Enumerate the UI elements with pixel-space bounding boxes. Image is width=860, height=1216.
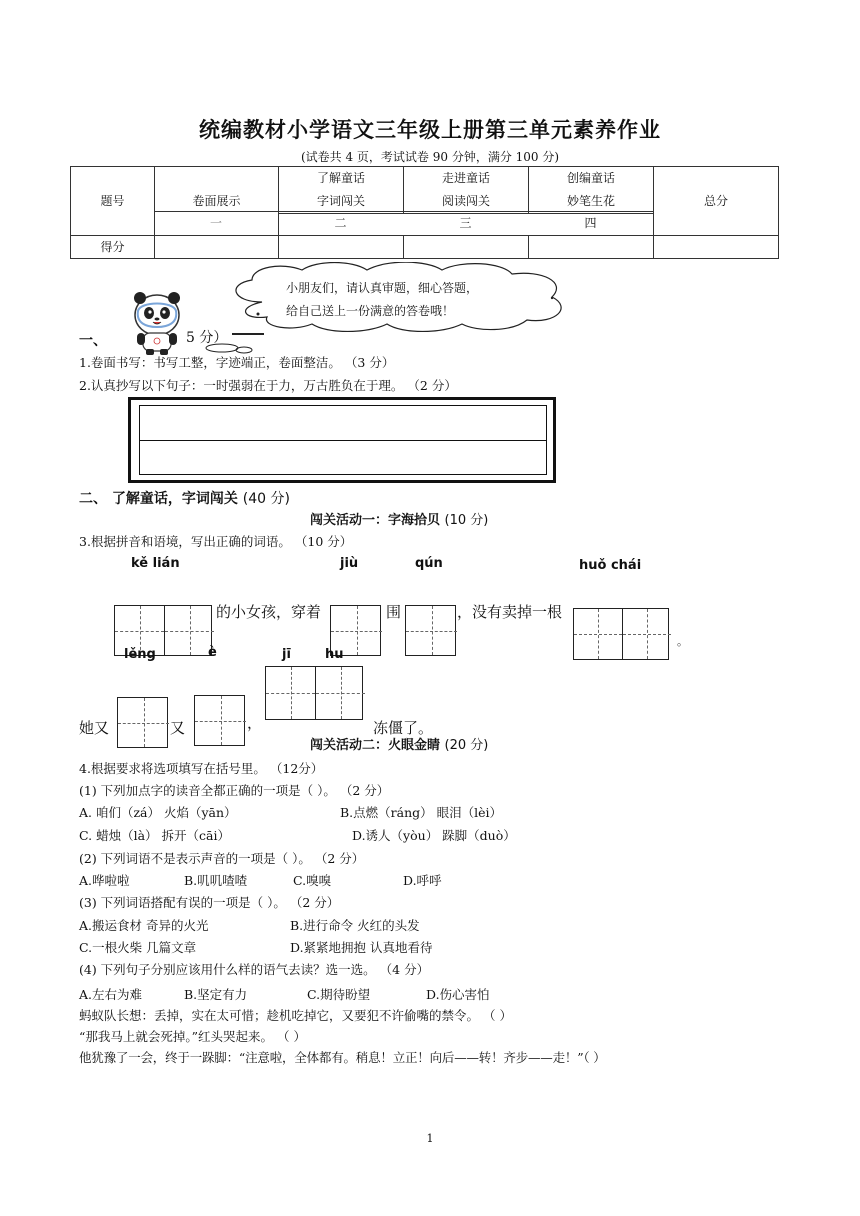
label-score: 得分 — [71, 236, 155, 259]
option-4-3-a[interactable]: A.搬运食材 奇异的火光 — [79, 918, 209, 933]
header-col4-b: 妙笔生花 — [566, 194, 615, 208]
pinyin-3: qún — [415, 556, 443, 571]
header-col2-b: 字词闯关 — [316, 194, 365, 208]
activity-2-heading — [310, 734, 488, 753]
option-4-2-c[interactable]: C.嗅嗅 — [293, 873, 332, 888]
bubble-line-1: 小朋友们，请认真审题，细心答题， — [286, 281, 479, 295]
table-divider — [278, 211, 279, 234]
section2-points: (40 分) — [242, 491, 290, 507]
grid-cell — [406, 606, 457, 655]
header-col2-a: 了解童话 — [316, 171, 365, 185]
writing-midline — [140, 440, 546, 441]
panda-mascot-icon — [128, 289, 186, 355]
squiggle-decoration-icon — [192, 326, 272, 356]
score-cell-4[interactable] — [529, 236, 654, 259]
header-col4-a: 创编童话 — [566, 171, 615, 185]
question-4-4: (4) 下列句子分别应该用什么样的语气去读？选一选。 （4 分） — [79, 962, 430, 977]
activity-1-points: (10 分) — [444, 513, 489, 528]
number-1-label: 一 — [209, 216, 222, 230]
score-cell-2[interactable] — [279, 236, 404, 259]
pinyin-8: hu — [325, 647, 344, 662]
sentence-1: 蚂蚁队长想：丢掉，实在太可惜；趁机吃掉它，又要犯不许偷嘴的禁令。 （ ） — [79, 1008, 512, 1023]
option-4-1-a[interactable]: A. 咱们（zá） 火焰（yān） — [79, 805, 237, 820]
label-question-number: 题号 — [71, 167, 155, 236]
text-6: 又 — [170, 719, 186, 737]
text-3: ，没有卖掉一根 — [457, 603, 563, 621]
pinyin-7: jī — [282, 647, 291, 662]
number-2-label: 二 — [334, 216, 347, 230]
question-4-1: (1) 下列加点字的读音全都正确的一项是（ ）。 （2 分） — [79, 783, 390, 798]
pinyin-6: è — [208, 645, 217, 660]
grid-cell — [266, 667, 315, 719]
activity-2-points: (20 分) — [444, 738, 489, 753]
score-cell-total[interactable] — [654, 236, 779, 259]
header-col3 — [404, 167, 529, 214]
question-3: 3.根据拼音和语境，写出正确的词语。 （10 分） — [79, 534, 353, 549]
page-title: 统编教材小学语文三年级上册第三单元素养作业 — [199, 118, 661, 142]
writing-frame — [139, 405, 547, 475]
text-8: 冻僵了。 — [373, 719, 434, 737]
option-4-3-b[interactable]: B.进行命令 火红的头发 — [290, 918, 420, 933]
answer-grid-6[interactable] — [194, 695, 245, 746]
grid-cell — [164, 606, 214, 655]
number-4-label: 四 — [584, 216, 597, 230]
section2-heading-text: 二、 了解童话，字词闯关 — [79, 491, 238, 507]
option-4-4-a[interactable]: A.左右为难 — [79, 987, 143, 1002]
option-4-1-d[interactable]: D.诱人（yòu） 跺脚（duò） — [352, 828, 516, 843]
question-2: 2.认真抄写以下句子：一时强弱在于力，万古胜负在于理。 （2 分） — [79, 378, 457, 393]
header-col3-a: 走进童话 — [441, 171, 490, 185]
activity-1-title: 闯关活动一：字海拾贝 — [310, 513, 441, 528]
header-total: 总分 — [654, 167, 779, 236]
header-col2 — [279, 167, 404, 214]
bubble-line-2: 给自己送上一份满意的答卷哦！ — [286, 304, 455, 318]
header-col3-b: 阅读闯关 — [441, 194, 490, 208]
text-4: 。 — [677, 635, 688, 648]
question-1: 1.卷面书写：书写工整，字迹端正，卷面整洁。 （3 分） — [79, 355, 395, 370]
number-3-label: 三 — [459, 216, 472, 230]
grid-cell — [315, 667, 365, 719]
grid-cell — [118, 698, 169, 747]
option-4-4-c[interactable]: C.期待盼望 — [307, 987, 371, 1002]
activity-1-heading — [310, 509, 488, 528]
pinyin-4: huǒ chái — [579, 558, 642, 573]
option-4-1-c[interactable]: C. 蜡烛（là） 拆开（cāi） — [79, 828, 230, 843]
grid-cell — [195, 696, 246, 745]
text-2: 围 — [386, 603, 402, 621]
question-4-2: (2) 下列词语不是表示声音的一项是（ ）。 （2 分） — [79, 851, 365, 866]
activity-2-title: 闯关活动二：火眼金睛 — [310, 738, 441, 753]
text-1: 的小女孩，穿着 — [216, 603, 322, 621]
number-row — [154, 212, 654, 234]
page-subtitle: (试卷共 4 页，考试试卷 90 分钟，满分 100 分) — [300, 150, 560, 164]
answer-grid-5[interactable] — [117, 697, 168, 748]
sentence-2: “那我马上就会死掉。”红头哭起来。 （ ） — [79, 1029, 306, 1044]
pinyin-5: lěng — [124, 647, 156, 662]
question-4-3: (3) 下列词语搭配有误的一项是（ ）。 （2 分） — [79, 895, 340, 910]
grid-cell — [622, 609, 671, 659]
answer-grid-7[interactable] — [265, 666, 363, 720]
option-4-2-d[interactable]: D.呼呼 — [403, 873, 442, 888]
option-4-2-a[interactable]: A.哗啦啦 — [79, 873, 130, 888]
score-cell-3[interactable] — [404, 236, 529, 259]
option-4-3-d[interactable]: D.紧紧地拥抱 认真地看待 — [290, 940, 433, 955]
copy-writing-box[interactable] — [128, 397, 556, 483]
option-4-4-d[interactable]: D.伤心害怕 — [426, 987, 490, 1002]
score-cell-1[interactable] — [155, 236, 279, 259]
section1-heading-right: 5 分） — [186, 330, 228, 346]
header-col1: 卷面展示 — [155, 167, 279, 236]
option-4-2-b[interactable]: B.叽叽喳喳 — [184, 873, 248, 888]
grid-cell — [574, 609, 622, 659]
pinyin-1: kě lián — [131, 556, 180, 571]
speech-cloud-icon — [222, 262, 572, 332]
option-4-4-b[interactable]: B.坚定有力 — [184, 987, 248, 1002]
option-4-3-c[interactable]: C.一根火柴 几篇文章 — [79, 940, 197, 955]
question-4: 4.根据要求将选项填写在括号里。 （12分） — [79, 761, 324, 776]
section1-heading-left: 一、 — [79, 333, 107, 349]
option-4-1-b[interactable]: B.点燃（ráng） 眼泪（lèi） — [340, 805, 503, 820]
answer-grid-3[interactable] — [405, 605, 456, 656]
header-col4 — [529, 167, 654, 214]
text-7: ， — [247, 714, 263, 732]
pinyin-2: jiù — [340, 556, 359, 571]
section2-heading — [79, 488, 290, 508]
answer-grid-4[interactable] — [573, 608, 669, 660]
sentence-3: 他犹豫了一会，终于一跺脚：“注意啦，全体都有。稍息！立正！向后——转！齐步——走！”（ ） — [79, 1050, 606, 1065]
text-5: 她又 — [79, 719, 110, 737]
table-divider — [154, 211, 653, 212]
page-number: 1 — [426, 1132, 434, 1145]
